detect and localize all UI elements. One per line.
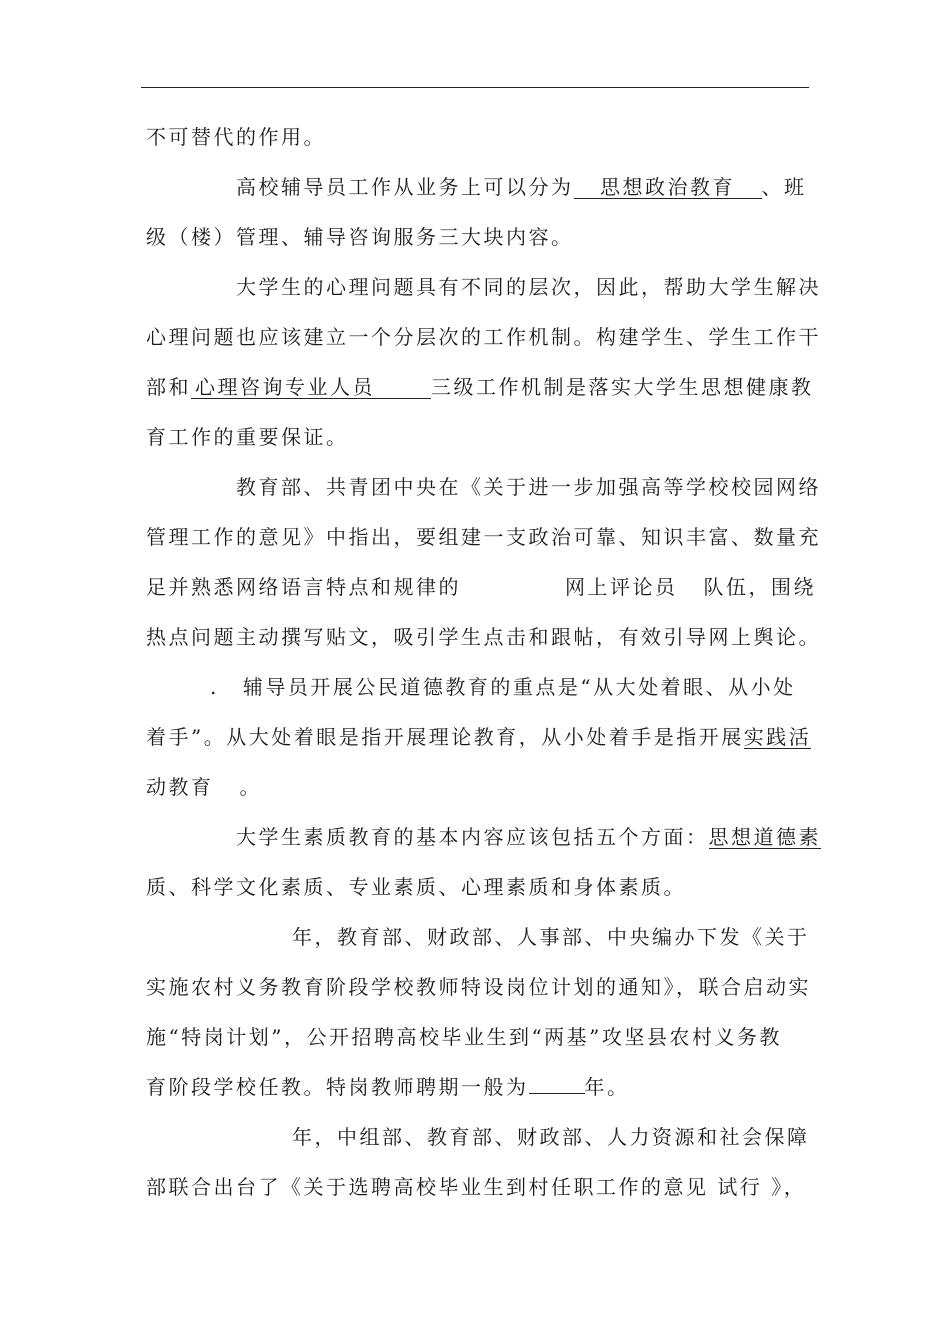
line-text: 三级工作机制是落实大学生思想健康教 — [431, 375, 814, 399]
text-line — [292, 924, 810, 950]
text-line — [146, 724, 811, 750]
line-text: 热点问题主动撰写贴文，吸引学生点击和跟帖，有效引导网上舆论。 — [146, 625, 821, 649]
text-line — [146, 374, 814, 400]
line-text: 年，教育部、财政部、人事部、中央编办下发《关于 — [292, 925, 810, 949]
text-line — [146, 1024, 782, 1050]
line-text: 施“特岗计划”，公开招聘高校毕业生到“两基”攻坚县农村义务教 — [146, 1025, 782, 1049]
fill-blank-answer: 思想政治教育 — [574, 176, 762, 199]
text-line — [146, 874, 686, 900]
line-text: 不可替代的作用。 — [146, 125, 326, 149]
line-text: 育阶段学校任教。特岗教师聘期一般为 — [146, 1075, 529, 1099]
line-text: 队伍，围绕 — [703, 575, 816, 599]
text-line — [146, 524, 821, 550]
fill-blank-answer: 网上评论员 — [565, 575, 678, 599]
fill-blank-answer: 实践活 — [743, 725, 812, 749]
text-line — [146, 1074, 630, 1100]
fill-blank-answer: 心理咨询专业人员 — [191, 376, 431, 399]
line-text: 部和 — [146, 375, 191, 399]
line-text: 足并熟悉网络语言特点和规律的 — [146, 575, 461, 599]
line-text: 高校辅导员工作从业务上可以分为 — [236, 175, 574, 199]
line-text: 年，中组部、教育部、财政部、人力资源和社会保障 — [292, 1125, 810, 1149]
line-text: 。 — [239, 775, 262, 799]
text-line — [146, 574, 816, 600]
line-text: 质、科学文化素质、专业素质、心理素质和身体素质。 — [146, 875, 686, 899]
line-text: 管理工作的意见》中指出，要组建一支政治可靠、知识丰富、数量充 — [146, 525, 821, 549]
fill-blank — [529, 1093, 585, 1094]
text-line — [146, 224, 574, 250]
text-line — [236, 274, 821, 300]
text-line — [146, 974, 811, 1000]
text-line — [146, 324, 821, 350]
line-text: 部联合出台了《关于选聘高校毕业生到村任职工作的意见 试行 》， — [146, 1175, 807, 1199]
text-line — [210, 674, 796, 700]
line-text: 着手”。从大处着眼是指开展理论教育，从小处着手是指开展 — [146, 725, 744, 749]
line-text: 大学生的心理问题具有不同的层次，因此，帮助大学生解决 — [236, 275, 821, 299]
text-line — [236, 824, 821, 850]
text-line — [146, 424, 349, 450]
line-text: 育工作的重要保证。 — [146, 425, 349, 449]
line-text: 级（楼）管理、辅导咨询服务三大块内容。 — [146, 225, 574, 249]
text-line — [236, 474, 821, 500]
line-text: 辅导员开展公民道德教育的重点是“从大处着眼、从小处 — [242, 675, 796, 699]
fill-blank-answer: 思想道德素 — [708, 825, 821, 849]
text-line — [146, 124, 326, 150]
line-text: 年。 — [584, 1075, 630, 1099]
text-line — [236, 174, 807, 200]
text-line — [146, 774, 262, 800]
text-line — [146, 624, 821, 650]
text-line — [146, 1174, 806, 1200]
line-text: 大学生素质教育的基本内容应该包括五个方面： — [236, 825, 709, 849]
text-line — [292, 1124, 810, 1150]
line-text: 实施农村义务教育阶段学校教师特设岗位计划的通知》，联合启动实 — [146, 975, 811, 999]
line-text: 、班 — [761, 175, 807, 199]
header-rule — [141, 87, 809, 88]
line-text: . — [210, 675, 219, 699]
line-text: 教育部、共青团中央在《关于进一步加强高等学校校园网络 — [236, 475, 821, 499]
line-text: 心理问题也应该建立一个分层次的工作机制。构建学生、学生工作干 — [146, 325, 821, 349]
fill-blank-answer: 动教育 — [146, 775, 214, 799]
